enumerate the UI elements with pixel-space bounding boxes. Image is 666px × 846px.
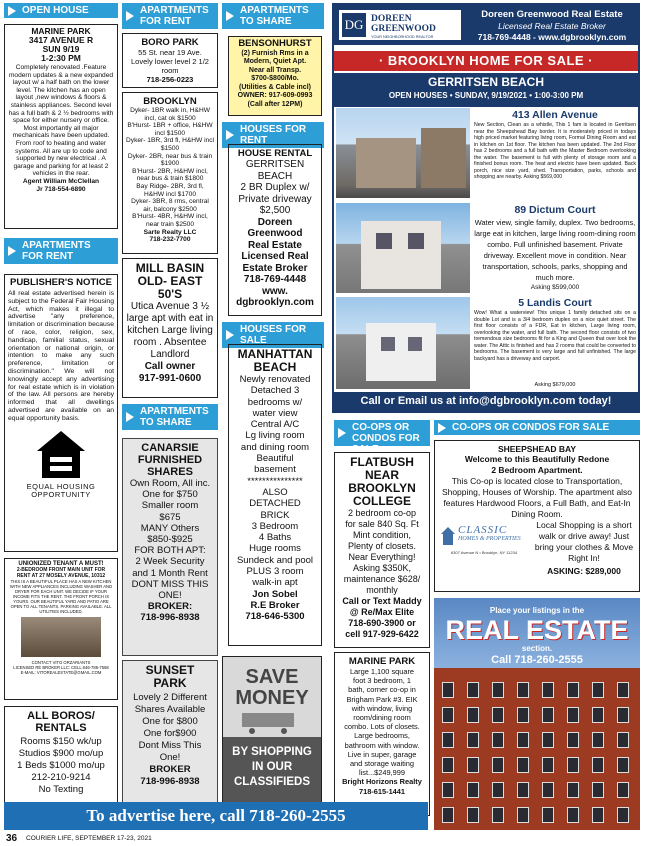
page-number: 36: [6, 833, 18, 844]
window-shape: [467, 782, 479, 798]
area-bar: [334, 73, 638, 107]
listing2-body: Water view, single family, duplex. Two bedrooms, large eat in kitchen, large living room-dining room combo. Full unfinished basement. Private driveway. Excellent move in condition. Near transportation, schools, parks, shopping and much more.: [474, 218, 636, 282]
sun-line: One!: [159, 752, 181, 763]
window-shape: [467, 732, 479, 748]
bh-line: Near all Transp.: [248, 66, 302, 74]
hr-agent: Licensed Real: [241, 251, 309, 262]
fb-line: 2 bedroom co-op: [347, 508, 417, 518]
ad-line: R.E Broker: [250, 599, 300, 611]
mb-body: [232, 374, 318, 623]
doreen-footer: [334, 392, 638, 411]
br-line: Bay Ridge- 2BR, 3rd fl, H&HW incl $1700: [136, 182, 204, 198]
fb-title: NEAR: [364, 468, 399, 482]
ad-line: water view: [252, 407, 298, 419]
can-line: $675: [159, 511, 181, 523]
sb-title: SHEEPSHEAD BAY: [497, 444, 577, 454]
fb-call: @ Re/Max Elite: [349, 607, 415, 617]
mill-basin-title: MILL BASIN: [135, 261, 205, 275]
window-shape: [567, 682, 579, 698]
window-shape: [617, 732, 629, 748]
house-shape: [366, 323, 436, 381]
sb-body: This Co-op is located close to Transportation, Shopping, Houses of Worship. The apartment also features Hardwood Floors, a Full Bath, and Eat-In Dining Room.: [441, 476, 633, 519]
fb-line: monthly: [366, 585, 398, 595]
publication-line: COURIER LIFE, SEPTEMBER 17-23, 2021: [26, 835, 152, 842]
window-shape: [592, 782, 604, 798]
hr-agent: Greenwood: [247, 228, 303, 239]
apartments-rent-header-2: APARTMENTS FOR RENT: [122, 3, 218, 29]
logo-address: 6307 Avenue N • Brooklyn, NY 11234: [450, 550, 518, 555]
window-shape: [467, 757, 479, 773]
oh-line: MARINE PARK: [31, 26, 91, 36]
ad-line: basement: [254, 464, 296, 476]
window-shape: [592, 757, 604, 773]
house-logo-icon: [440, 526, 456, 546]
canarsie-ad: [122, 438, 218, 656]
equal-housing-icon: [34, 429, 88, 481]
tenant-title: UNIONIZED TENANT A MUST!: [18, 561, 104, 567]
tenant-contact: LICENSED RE BROKER LLC: CELL 646-785-7568: [13, 665, 109, 671]
hr-title: HOUSE RENTAL: [237, 148, 313, 159]
re-big: REAL ESTATE: [445, 615, 629, 645]
can-line: $850-$925: [147, 534, 193, 546]
ad-line: walk-in apt: [252, 577, 298, 589]
mb-title: MANHATTAN: [237, 347, 313, 361]
ad-line: Detached 3: [250, 385, 300, 397]
oh-line: 3417 AVENUE R: [28, 35, 94, 45]
window-shape: [542, 782, 554, 798]
fb-title: COLLEGE: [352, 494, 411, 508]
oh-line: 1-2:30 PM: [41, 53, 81, 63]
sun-line: One for $800: [142, 716, 198, 727]
brooklyn-ad: [122, 92, 218, 254]
boros-line: Studios $900 mo/up: [18, 748, 104, 759]
fb-line: maintenance $628/: [343, 574, 421, 584]
fb-line: Plenty of closets.: [347, 541, 417, 551]
brooklyn-title: BROOKLYN: [143, 96, 197, 107]
fb-line: Near Everything!: [348, 552, 416, 562]
window-shape: [492, 682, 504, 698]
window-shape: [542, 682, 554, 698]
boros-line: No Texting: [38, 784, 84, 795]
notice-title: PUBLISHER'S NOTICE: [9, 277, 113, 288]
hr-agent: Estate Broker: [242, 262, 308, 274]
sun-line: Lovely 2 Different: [133, 692, 207, 703]
fb-title: BROOKLYN: [348, 481, 416, 495]
listing1-body: New Section, Clean as a whistle, This 1 fam is located in Gerritsen near the Sheepshead Bay border. It is moderately priced in todays high priced market featuring living room, Formal Dining Room and eat in kitchen on 1st floor. The kitchen has been updated. The 2nd Floor has 2 bedrooms and a full bath with the Master Bedroom overlooking the water. The basement is full with plenty of storage room and a finished bonus room. The heat and electric have been updated. Back porch, nice size yard, shed. Transportation, parks, schools and shopping are nearby. Asking $569,000: [474, 122, 636, 180]
window-shape: [567, 757, 579, 773]
window-shape: [517, 682, 529, 698]
window-shape: [517, 707, 529, 723]
window-shape: [567, 707, 579, 723]
hr-agent: Real Estate: [248, 239, 302, 251]
houses-sale-header: HOUSES FOR SALE: [222, 322, 324, 348]
home-sale-banner: [334, 51, 638, 71]
listing2-price: Asking $599,000: [530, 284, 580, 291]
tenant-contact: E-MAIL: VITOREALESTATE@GMAIL.COM: [20, 670, 102, 676]
house-shape: [361, 221, 441, 289]
canarsie-title: SHARES: [147, 466, 193, 478]
doreen-contact: 718-769-4448 - www.dgbrooklyn.com: [477, 32, 627, 42]
sunset-title: PARK: [153, 676, 187, 690]
listing3-title: 5 Landis Court: [518, 297, 592, 309]
window-shape: [517, 757, 529, 773]
ad-line: with window, living: [351, 703, 413, 713]
advertise-text: To advertise here, call 718-260-2555: [86, 806, 346, 825]
coops-condos-header-2: CO-OPS OR CONDOS FOR SALE: [434, 420, 640, 435]
window-shape: [467, 807, 479, 823]
window-shape: [442, 782, 454, 798]
photo-413-allen: [336, 108, 470, 198]
photo-5-landis: [336, 297, 470, 389]
can-line: MANY Others: [140, 522, 200, 534]
can-broker: BROKER:: [147, 601, 193, 613]
listing3-body: Wow! What a waterview! This unique 1 family detached sits on a double Lot and is a 3/4 bedroom duplex on a nice quiet street. The first floor consists of a FDR, Eat in kitchen, Large living room, overlooking the water, and full bath. The second floor consists of two tremendous size bedrooms fit for a King and Queen that over look the water. The Attic is finished and has 2 rooms that could be converted to bedrooms. The basement is very large and full unfinished. The large backyard has a driveway and carport.: [474, 310, 636, 362]
ad-line: PLUS 3 room: [246, 566, 304, 578]
hr-price: $2,500: [259, 205, 291, 216]
br-line: B'Hurst- 1BR + office, H&HW incl $1500: [127, 122, 213, 137]
window-shape: [542, 757, 554, 773]
bh-line: $700-$800/Mo.: [251, 75, 299, 82]
br-line: B'Hurst- 4BR, H&HW incl, near train $2500: [132, 213, 208, 228]
window-shape: [567, 782, 579, 798]
sun-phone: 718-996-8938: [140, 776, 200, 787]
br-line: Dyker- 3BR, 8 rms, central air, balcony $2500: [131, 198, 209, 213]
mp-body: [338, 667, 426, 777]
house-shape: [356, 138, 416, 188]
ad-line: Sundeck and pool: [236, 554, 314, 566]
window-shape: [617, 807, 629, 823]
ad-line: Lg living room: [245, 430, 305, 442]
window-shape: [492, 807, 504, 823]
ad-line: 718-646-5300: [245, 611, 305, 623]
window-shape: [542, 807, 554, 823]
bensonhurst-ad: [228, 36, 322, 116]
doreen-title: Doreen Greenwood Real Estate: [481, 9, 623, 20]
hr-web: dgbrooklyn.com: [236, 297, 314, 308]
boro-park-ad: [122, 33, 218, 88]
ad-line: and dining room: [240, 441, 310, 453]
mill-basin-phone: 917-991-0600: [138, 373, 202, 384]
area-name: GERRITSEN BEACH: [427, 75, 544, 89]
open-houses-text: OPEN HOUSES • SUNDAY, 9/19/2021 • 1:00-3:00 PM: [388, 91, 584, 100]
window-shape: [376, 233, 392, 249]
doreen-logo: [338, 9, 462, 41]
sun-line: Shares Available: [134, 704, 206, 715]
open-house-header: OPEN HOUSE: [4, 3, 118, 18]
ad-line: list...$249,999: [358, 768, 406, 778]
can-line: FOR BOTH APT:: [134, 545, 206, 557]
mp-agent: Bright Horizons Realty: [342, 777, 422, 787]
hr-web: www.: [262, 285, 288, 297]
ad-line: bath, corner co-op in: [348, 685, 416, 695]
ad-line: room/dining room: [353, 713, 411, 723]
save-text: SAVE: [245, 666, 299, 688]
sunset-title: SUNSET: [145, 663, 195, 677]
boro-park-title: BORO PARK: [141, 37, 199, 48]
can-line: and 1 Month Rent: [132, 567, 208, 579]
re-section: section.: [521, 644, 553, 653]
mp-title: MARINE PARK: [348, 656, 416, 667]
ad-line: Huge rooms: [249, 543, 301, 555]
hr-agent: Doreen: [257, 216, 293, 228]
hr-line: GERRITSEN: [245, 159, 305, 170]
window-shape: [492, 757, 504, 773]
window-shape: [567, 732, 579, 748]
dg-monogram-icon: DG: [342, 13, 366, 37]
listing3-price: Asking $679,000: [534, 382, 576, 388]
apartments-rent-header: APARTMENTS FOR RENT: [4, 238, 118, 264]
ad-line: Central A/C: [250, 419, 300, 431]
ad-line: and storage waiting: [349, 759, 415, 769]
br-line: Dyker- 1BR walk in, H&HW incl, cat ok $1500: [130, 107, 210, 122]
ad-line: 4 Baths: [258, 532, 292, 544]
sb-price: ASKING: $289,000: [547, 566, 621, 576]
can-line: DONT MISS THIS: [131, 578, 209, 590]
window-shape: [617, 757, 629, 773]
listing2-title: 89 Dictum Court: [514, 204, 596, 216]
eho-label: EQUAL HOUSING OPPORTUNITY: [26, 481, 96, 499]
ad-line: 3 Bedroom: [251, 520, 299, 532]
fb-call: Call or Text Maddy: [342, 596, 422, 606]
window-shape: [381, 337, 395, 351]
oh-agent: Agent William McClellan: [22, 177, 100, 185]
window-shape: [617, 682, 629, 698]
tenant-title: 2-BEDROOM FRONT MAIN UNIT FOR: [16, 566, 106, 573]
hr-line: Private driveway: [238, 193, 312, 205]
sb-bottom: [438, 520, 636, 580]
sunset-park-ad: [122, 660, 218, 816]
shopping-cart-icon: [238, 711, 308, 735]
save-money-ad: [222, 656, 322, 816]
fb-title: FLATBUSH: [350, 455, 414, 469]
window-shape: [542, 732, 554, 748]
br-line: B'Hurst- 2BR, H&HW incl, near bus & train $1800: [132, 167, 208, 183]
window-shape: [617, 707, 629, 723]
window-shape: [442, 732, 454, 748]
open-house-ad: [4, 24, 118, 229]
logo-name: GREENWOOD: [371, 24, 436, 34]
notice-body: All real estate advertised herein is subject to the Federal Fair Housing Act, which makes it illegal to advertise "any preference, limitation or discrimination because of race, color, religion, sex, handicap, familial status, sexual orientation or national origin, or intention to make any such preference, limitation or discrimination." We will not knowingly accept any advertising for real estate which is in violation of the law. All persons are hereby informed that all dwellings advertised are available on an equal opportunity basis.: [8, 290, 114, 422]
ad-line: BRICK: [260, 509, 290, 521]
window-shape: [567, 807, 579, 823]
logo-tag: YOUR NEIGHBORHOOD REALTOR: [371, 35, 434, 39]
fb-line: Mint condition,: [352, 530, 412, 540]
hr-phone: 718-769-4448: [243, 274, 307, 285]
photo-89-dictum: [336, 203, 470, 293]
in-our-text: IN OUR: [251, 761, 293, 773]
br-agent: Sarte Realty LLC: [143, 228, 197, 236]
sun-line: One for$900: [143, 728, 197, 739]
ad-line: bathroom with window.: [344, 740, 420, 750]
re-place: Place your listings in the: [489, 606, 585, 615]
window-shape: [467, 682, 479, 698]
bh-owner: OWNER: 917-609-0993: [237, 92, 313, 99]
bp-phone: 718-256-0223: [146, 75, 194, 84]
window-shape: [617, 782, 629, 798]
can-line: Smaller room: [141, 500, 199, 512]
window-shape: [442, 682, 454, 698]
ad-line: combo. Lots of closets.: [344, 722, 420, 732]
doreen-greenwood-ad: [332, 3, 640, 413]
boros-line: Rooms $150 wk/up: [20, 736, 102, 747]
window-shape: [442, 707, 454, 723]
window-shape: [492, 782, 504, 798]
building-windows: [434, 668, 640, 830]
tenant-title: RENT AT 27 MOSELY AVENUE, 10312: [16, 572, 106, 579]
sb-line: 2 Bedroom Apartment.: [491, 465, 583, 475]
bp-line: 55 St. near 19 Ave.: [138, 48, 202, 57]
canarsie-title: FURNISHED: [137, 454, 203, 466]
doreen-footer-text[interactable]: Call or Email us at info@dgbrooklyn.com today!: [360, 395, 612, 407]
re-call: Call 718-260-2555: [491, 654, 583, 666]
window-shape: [517, 782, 529, 798]
classifieds-text: CLASSIFIEDS: [233, 776, 311, 788]
fb-phone: 718-690-3900 or: [348, 618, 416, 628]
banner-text: · BROOKLYN HOME FOR SALE ·: [378, 53, 594, 68]
window-shape: [592, 682, 604, 698]
sun-broker: BROKER: [149, 764, 191, 775]
flatbush-ad: [334, 452, 430, 648]
window-shape: [467, 707, 479, 723]
manhattan-beach-ad: [228, 344, 322, 646]
ad-line: Jon Sobel: [252, 588, 298, 600]
boros-title: ALL BOROS/: [27, 710, 95, 722]
can-line: ONE!: [158, 590, 182, 602]
window-shape: [408, 233, 424, 249]
fb-line: Asking $350K,: [352, 563, 412, 573]
money-text: MONEY: [235, 687, 309, 709]
tenant-ad: [4, 558, 118, 700]
mb-title: BEACH: [253, 360, 297, 374]
ad-line: Large 1,100 square: [349, 667, 415, 676]
houses-rent-header: HOUSES FOR RENT: [222, 122, 324, 148]
canarsie-title: CANARSIE: [141, 442, 199, 454]
window-shape: [517, 732, 529, 748]
oh-line: SUN 9/19: [42, 44, 80, 54]
mill-basin-title: OLD- EAST: [137, 274, 203, 288]
window-shape: [442, 807, 454, 823]
ad-line: Brigham Park #3. EIK: [346, 694, 418, 704]
oh-body: Completely renovated .Feature modern updates & a new expanded layout w/ a half bath on the lower level. The kitchen has an open layout ,new windows & floors & stainless appliances. Second level has a full bath & 2 ½ bedrooms with space for either nursery or office. Most importantly all major mechanicals have been updated. From roof to heating and water systems. All are up to code and supported by new electrical . A garage and parking for at least 2 vehicles in the rear.: [8, 64, 114, 178]
ad-line: ALSO: [262, 486, 288, 498]
tenant-contact: CONTACT VITO ORZARIANTS: [31, 660, 91, 666]
apartments-share-header-2: APARTMENTS TO SHARE: [222, 3, 324, 29]
br-phone: 718-232-7700: [149, 236, 191, 244]
sheepshead-bay-ad: [434, 440, 640, 592]
oh-agent-phone: Jr 718-554-6890: [36, 185, 86, 193]
bh-line: Modern, Quiet Apt.: [243, 58, 307, 65]
apartments-share-header: APARTMENTS TO SHARE: [122, 404, 218, 430]
can-line: One for $750: [142, 489, 198, 501]
bh-line: (2) Furnish Rms in a: [241, 49, 309, 57]
ad-line: DETACHED: [249, 498, 301, 510]
window-shape: [517, 807, 529, 823]
classic-homes-logo: [440, 524, 528, 568]
bh-line: (Utilities & Cable incl): [239, 83, 311, 91]
mill-basin-call: Call owner: [144, 361, 196, 372]
by-shopping-text: BY SHOPPING: [232, 746, 312, 758]
ad-line: Large bedrooms,: [354, 731, 410, 741]
sb-body2: Local Shopping is a short walk or drive away! Just bring your clothes & Move Right In!: [534, 520, 634, 563]
window-shape: [592, 732, 604, 748]
marine-park-coop-ad: [334, 652, 430, 816]
ad-line: Live in super, garage: [347, 749, 417, 759]
hr-line: 2 BR Duplex w/: [240, 182, 310, 193]
ad-line: bedrooms w/: [247, 396, 303, 408]
logo-name: DOREEN: [371, 14, 412, 24]
window-shape: [592, 807, 604, 823]
bp-line: room: [161, 66, 179, 75]
boros-title: RENTALS: [35, 722, 87, 734]
house-shape: [421, 128, 466, 188]
ad-line: Beautiful: [256, 453, 294, 465]
bensonhurst-title: BENSONHURST: [238, 38, 312, 49]
boros-line: 1 Beds $1000 mo/up: [17, 760, 105, 771]
real-estate-section-ad: [434, 598, 640, 830]
logo-homes: HOMES & PROPERTIES: [458, 536, 521, 542]
all-boros-ad: [4, 706, 118, 816]
mill-basin-title: 50'S: [157, 287, 183, 301]
window-shape: [492, 732, 504, 748]
ad-line: foot 3 bedroom, 1: [353, 676, 411, 686]
window-shape: [442, 757, 454, 773]
bp-line: Lovely lower level 2 1/2: [131, 57, 209, 66]
coops-condos-header: CO-OPS OR CONDOS FOR SALE: [334, 420, 430, 446]
sb-line: Welcome to this Beautifully Redone: [464, 454, 610, 464]
bh-line: (Call after 12PM): [247, 100, 303, 108]
br-line: Dyker- 1BR, 3rd fl, H&HW incl $1500: [126, 137, 214, 152]
tenant-body: THIS IS A BEAUTIFUL PLACE HAS A NEW KITCHEN WITH NEW APPLIANCES INCLUDING WASHER AND DRYER FOR EACH UNIT. WE DECIDE IF YOUR INCOME FITS THE RENT. THE FRONT PORCH IS YOURS. OUR BEAUTIFUL YARD AND PATIO ARE OPEN TO ALL TENANTS. PARKING AVAILABLE. ALL UTILITIES INCLUDED.: [9, 579, 113, 615]
doreen-subtitle: Licensed Real Estate Broker: [498, 21, 606, 31]
sun-line: Dont Miss This: [138, 740, 202, 751]
window-shape: [492, 707, 504, 723]
fb-phone: cell 917-929-6422: [345, 629, 419, 639]
boros-phone: 212-210-9214: [31, 772, 91, 783]
hr-line: BEACH: [257, 170, 293, 182]
mill-basin-ad: [122, 258, 218, 398]
fb-line: for sale 840 Sq. Ft: [345, 519, 419, 529]
listing1-title: 413 Allen Avenue: [512, 109, 598, 121]
kitchen-photo: [21, 617, 101, 657]
window-shape: [408, 337, 422, 351]
logo-classic: CLASSIC: [458, 524, 508, 536]
can-line: 2 Week Security: [135, 556, 205, 568]
window-shape: [542, 707, 554, 723]
advertise-banner: [4, 802, 428, 830]
br-line: Dyker- 2BR, near bus & train $1900: [127, 152, 213, 168]
publishers-notice: [4, 274, 118, 552]
mill-basin-body: Utica Avenue 3 ½ large apt with eat in kitchen Large living room . Absentee Landlord: [126, 301, 214, 360]
ad-line: ***************: [247, 475, 303, 487]
ad-line: Newly renovated: [239, 374, 311, 385]
house-rental-ad: [228, 144, 322, 316]
window-shape: [592, 707, 604, 723]
can-phone: 718-996-8938: [140, 612, 200, 624]
can-line: Own Room, All inc.: [129, 478, 211, 489]
mp-phone: 718-615-1441: [358, 786, 406, 796]
